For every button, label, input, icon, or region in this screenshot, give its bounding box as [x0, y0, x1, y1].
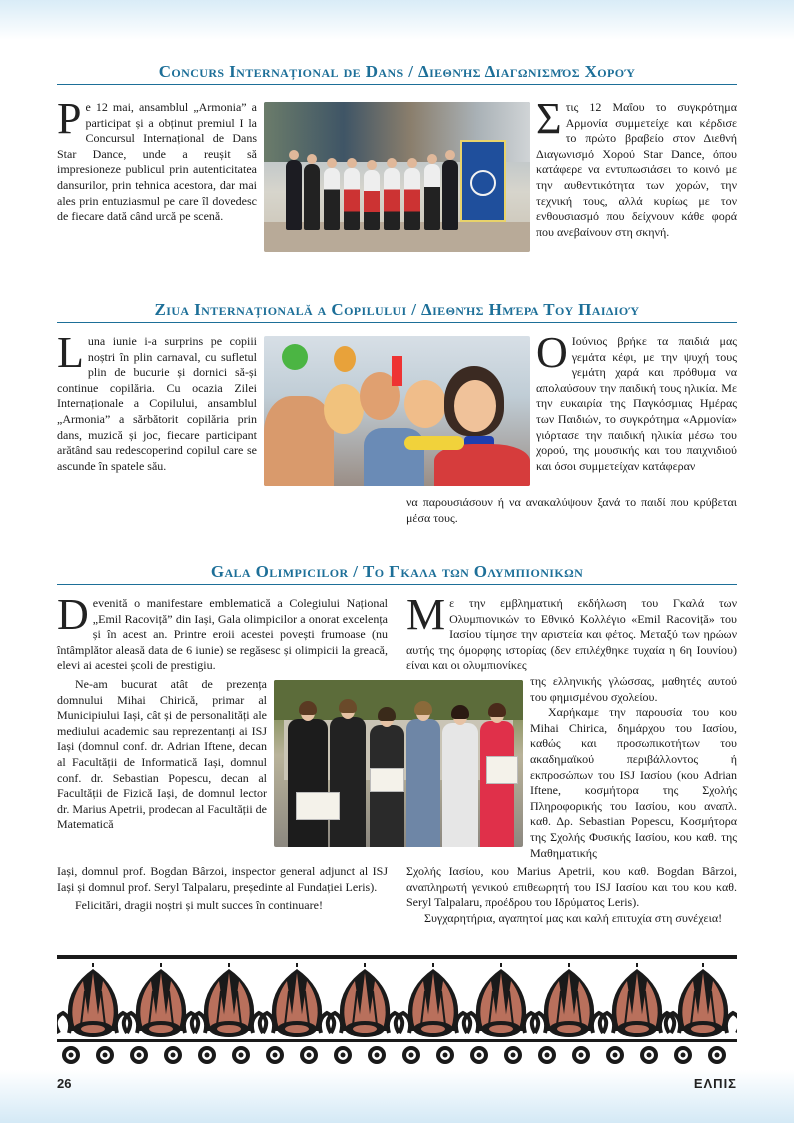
- dropcap: L: [57, 328, 84, 377]
- article-dance-ro: [57, 94, 257, 225]
- article-children-ro: [57, 328, 257, 474]
- dropcap: Σ: [536, 94, 562, 143]
- article-gala-ro-wide: [57, 864, 388, 914]
- article-dance-gr: [536, 94, 737, 240]
- article-text: Iași, domnul prof. Bogdan Bârzoi, inspector general adjunct al ISJ Iași și domnul prof. Seryl Talpalaru, președinte al Fundației Leris).: [57, 864, 388, 894]
- article-text: Ne-am bucurat atât de prezența domnului Mihai Chirică, primar al Municipiului Iași, cât și de personalități ale mediului academic sau reprezentanți ai ISJ Iași (domnul conf. dr. Adrian Iftene, decan al Facultății de Informatică Iași, domnul conf. dr. Sebastian Popescu, decan al Facultății de Fizică Iași, de domnul lector dr. Marius Apetrii, prodecan al Facultății de Matematică: [57, 677, 267, 832]
- dropcap: Ο: [536, 328, 568, 377]
- article-closing: Felicitări, dragii noștri și mult succes în continuare!: [75, 898, 323, 913]
- olympians-gala-photo: [274, 680, 523, 847]
- section-title-olympians-gala: Gala Olimpicilor / Το Γκαλα των Ολυμπιονικων: [57, 562, 737, 585]
- greek-palmette-ornament: [57, 955, 737, 1067]
- dropcap: Μ: [406, 590, 446, 639]
- article-text: una iunie i-a surprins pe copiii noștri în plin carnaval, cu sufletul plin de bucurie și dornici să-și continue copilăria. Cu ocazia Zilei Internaționale a Copilului, ansamblul „Armonia” a sărbătorit copilăria prin dans, muzică și joc, fiecare participant arătând sau redescoperind copilul care se ascunde în spatele său.: [57, 334, 257, 473]
- article-text: Σχολής Ιασίου, κου Marius Apetrii, κου καθ. Bogdan Bârzoi, αναπληρωτή γενικού επιθεωρητή του ISJ Ιασίου και του κου καθ. Seryl Talpalaru, προέδρου του Ιδρύματος Leris).: [406, 864, 737, 910]
- article-children-gr-top: [536, 328, 737, 474]
- article-closing: Συγχαρητήρια, αγαπητοί μας και καλή επιτυχία στη συνέχεια!: [424, 910, 723, 925]
- article-children-gr-bottom: να παρουσιάσουν ή να ανακαλύψουν ξανά το παιδί που κρύβεται μέσα τους.: [406, 495, 737, 525]
- article-text: της ελληνικής γλώσσας, μαθητές αυτού του φημισμένου σχολείου.: [530, 674, 737, 704]
- article-text: Χαρήκαμε την παρουσία του κου Mihai Chirica, δημάρχου του Ιασίου, καθώς και προσωπικοτήτων του ακαδημαϊκού περιβάλλοντος ή εκπροσώπων του ISJ Ιασίου (κου Adrian Iftene, κοσμήτορα της Σχολής Πληροφορικής του Ιασίου, κου αναπλ. καθ. Δρ. Sebastian Popescu, Κοσμήτορα της Σχολής Φυσικής Ιασίου, κου καθ. της Μαθηματικής: [530, 705, 737, 860]
- ensemble-banner: [460, 140, 506, 222]
- article-text: Ιούνιος βρήκε τα παιδιά μας γεμάτα κέφι, με την ψυχή τους γεμάτη χαρά και πρόθυμα να απολαύσουν την παιδική τους ηλικία. Με την ευκαιρία της Παγκόσμιας Ημέρας των Παιδιών, το συγκρότημα «Αρμονία» γιόρτασε την παιδική ηλικία μέσω του χορού, της μουσικής και του παιχνιδιού και όσοι συμμετείχαν κατάφεραν: [536, 334, 737, 473]
- article-text: τις 12 Μαΐου το συγκρότημα Αρμονία συμμετείχε και κέρδισε το πρώτο βραβείο στον Διεθνή Διαγωνισμό Χορού Star Dance, όπου κατάφερε να εντυπωσιάσει το κοινό με την αυθεντικότητα των χορών, την τεχνική τους, αλλά κυρίως με τον ενθουσιασμό που δείχνουν κάθε φορά που ανεβαίνουν στη σκηνή.: [536, 100, 737, 239]
- article-gala-gr-intro: [406, 590, 737, 674]
- article-gala-ro-intro: [57, 590, 388, 674]
- article-text: evenită o manifestare emblematică a Colegiului Național „Emil Racoviță” din Iași, Gala olimpicilor a onorat excelența și în acest an. Printre eroii acestei povești frumoase (nu întâmplător aleasă data de 6 iunie) se regăsesc și olimpicii la greacă, elevi ai acestei școli de prestigiu.: [57, 596, 388, 673]
- childrens-party-photo: [264, 336, 530, 486]
- section-title-dance-contest: Concurs Internațional de Dans / Διεθνής Διαγωνισμός Χορού: [57, 62, 737, 85]
- article-text: e 12 mai, ansamblul „Armonia” a participat și a obținut premiul I la Concursul Internațional de Dans Star Dance, unde a reușit să impresioneze publicul prin autenticitatea dansurilor, prin tehnica acestora, dar mai ales prin entuziasmul pe care îl dovedesc de fiecare dată când urcă pe scenă.: [57, 100, 257, 224]
- article-gala-gr-wide: [406, 864, 737, 926]
- article-gala-ro-narrow: [57, 677, 267, 833]
- section-title-childrens-day: Ziua Internațională a Copilului / Διεθνής Ημέρα Του Παιδιού: [57, 300, 737, 323]
- dance-ensemble-photo: [264, 102, 530, 252]
- article-text: ε την εμβληματική εκδήλωση του Γκαλά των Ολυμπιονικών το Εθνικό Κολλέγιο «Emil Racoviță» του Ιασίου τίμησε την αριστεία και φέτος. Μεταξύ των ηρώων αυτής της όμορφης ιστορίας (δεν επιλέχθηκε τυχαία η 6η Ιουνίου) είναι και οι ολυμπιονίκες: [406, 596, 737, 673]
- article-gala-gr-narrow: [530, 674, 737, 861]
- dropcap: D: [57, 590, 89, 639]
- dropcap: P: [57, 94, 82, 143]
- page-number: 26: [57, 1076, 72, 1091]
- magazine-title: ΕΛΠΙΣ: [693, 1076, 737, 1091]
